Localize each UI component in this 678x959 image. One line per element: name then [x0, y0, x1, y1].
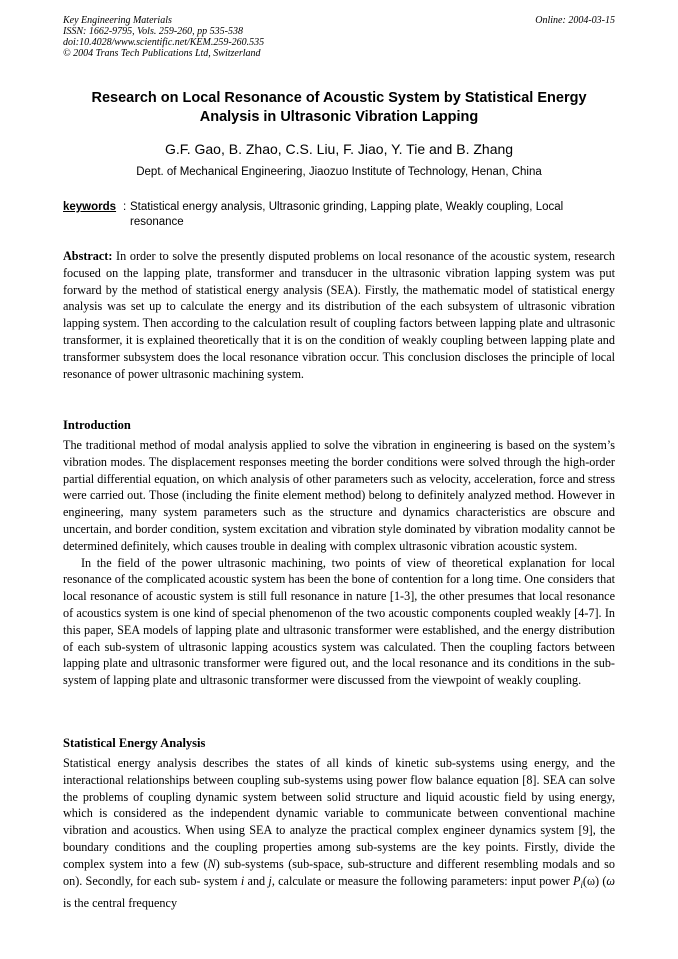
- journal-header: [63, 15, 615, 59]
- sea-symbol-p: P: [572, 873, 581, 888]
- journal-name: Key Engineering Materials: [63, 15, 172, 26]
- introduction-heading: Introduction: [63, 418, 131, 432]
- introduction-body: [63, 437, 615, 689]
- sea-paragraph-1: [63, 755, 615, 912]
- sea-text-e: is the central frequency: [63, 895, 178, 910]
- intro-paragraph-1: The traditional method of modal analysis applied to solve the vibration in engineering is based on the system’s vibration modes. The displacement responses meeting the border conditions were solved through the high-order partial differential equation, on which analysis of other parameters such as velocity, acceleration, force and stress were carried out. Those (including the finite element method) belong to definitely analyzed method. However in engineering, many system parameters such as the structure and dynamics characteristics are obscure and uncertain, and border condition, system excitation and vibration style dominated by vibration modality cannot be determined definitely, which causes trouble in dealing with complex ultrasonic vibration acoustic system.: [63, 438, 615, 553]
- paper-title: Research on Local Resonance of Acoustic System by Statistical Energy Analysis in Ultrasonic Vibration Lapping: [91, 90, 587, 125]
- sea-text-c: , calculate or measure the following parameters: input power: [271, 873, 573, 888]
- sea-symbol-j: j: [268, 873, 272, 888]
- keywords-block: [63, 200, 615, 230]
- copyright-line: © 2004 Trans Tech Publications Ltd, Switzerland: [63, 48, 261, 59]
- doi-line: doi:10.4028/www.scientific.net/KEM.259-260.535: [63, 37, 265, 48]
- keywords-text: Statistical energy analysis, Ultrasonic grinding, Lapping plate, Weakly coupling, Local resonance: [130, 201, 564, 228]
- sea-symbol-omega: ω: [606, 873, 615, 888]
- sea-text-and: and: [244, 873, 269, 888]
- sea-omega-arg: (ω): [582, 873, 600, 888]
- sea-heading: Statistical Energy Analysis: [63, 736, 206, 750]
- sea-subscript-i: i: [580, 880, 583, 891]
- issn-line: ISSN: 1662-9795, Vols. 259-260, pp 535-538: [63, 26, 243, 37]
- intro-paragraph-2: In the field of the power ultrasonic machining, two points of view of theoretical explanation for local resonance of the complicated acoustic system has been the bone of contention for a long time. One considers that local resonance of acoustic system is still full resonance in nature [1-3], the other presumes that local resonance of acoustics system is one kind of special phenomenon of the two acoustic components coupled weakly [4-7]. In this paper, SEA models of lapping plate and ultrasonic transformer were established, and the energy distribution of each sub-system of ultrasonic lapping acoustics system was calculated. Then the coupling factors between lapping plate and ultrasonic transformer were figured out, and the local resonance and its conditions in the sub-system of lapping plate and ultrasonic transformer were discussed from the viewpoint of weakly coupling.: [63, 555, 615, 688]
- sea-symbol-n: N: [207, 856, 216, 871]
- abstract-label: Abstract:: [63, 249, 113, 263]
- keywords-label: keywords: [63, 201, 117, 213]
- sea-text-b: ) sub-systems (sub-space, sub-structure and different resembling modals and so on). Secondly, for each sub- system: [63, 856, 615, 888]
- sea-text-d: (: [599, 873, 607, 888]
- author-list: G.F. Gao, B. Zhao, C.S. Liu, F. Jiao, Y. Tie and B. Zhang: [164, 141, 514, 157]
- affiliation: Dept. of Mechanical Engineering, Jiaozuo Institute of Technology, Henan, China: [136, 166, 542, 178]
- sea-text-a: Statistical energy analysis describes the states of all kinds of kinetic sub-systems using energy, and the interactional relationships between coupling sub-systems using power flow balance equation [8]. SEA can solve the problems of coupling dynamic system between solid structure and liquid acoustic field by using energy, which is considered as the independent dynamic variable to communicate between conventional machine vibration and acoustics. When using SEA to analyze the practical complex engineer dynamics system [9], the boundary conditions and the coupling properties among sub-systems are the key points. Firstly, divide the complex system into a few (: [63, 756, 615, 871]
- sea-body: [63, 755, 615, 912]
- online-date: Online: 2004-03-15: [535, 15, 615, 26]
- sea-symbol-i: i: [240, 873, 245, 888]
- abstract-text: In order to solve the presently disputed problems on local resonance of the acoustic system, research focused on the lapping plate, transformer and transducer in the ultrasonic vibration lapping system was put forward by the method of statistical energy analysis (SEA). Firstly, the mathematic model of statistical energy analysis was set up to calculate the energy and its distribution of the each subsystem of ultrasonic vibration lapping system. Then according to the calculation result of coupling factors between lapping plate and ultrasonic transformer, it is explained theoretically that it is on the condition of weakly coupling between lapping plate and transformer subsystem does the local resonance vibration occur. This conclusion discloses the principle of local resonance of power ultrasonic machining system.: [63, 249, 615, 381]
- abstract: [63, 248, 615, 382]
- keywords-colon: :: [123, 201, 127, 213]
